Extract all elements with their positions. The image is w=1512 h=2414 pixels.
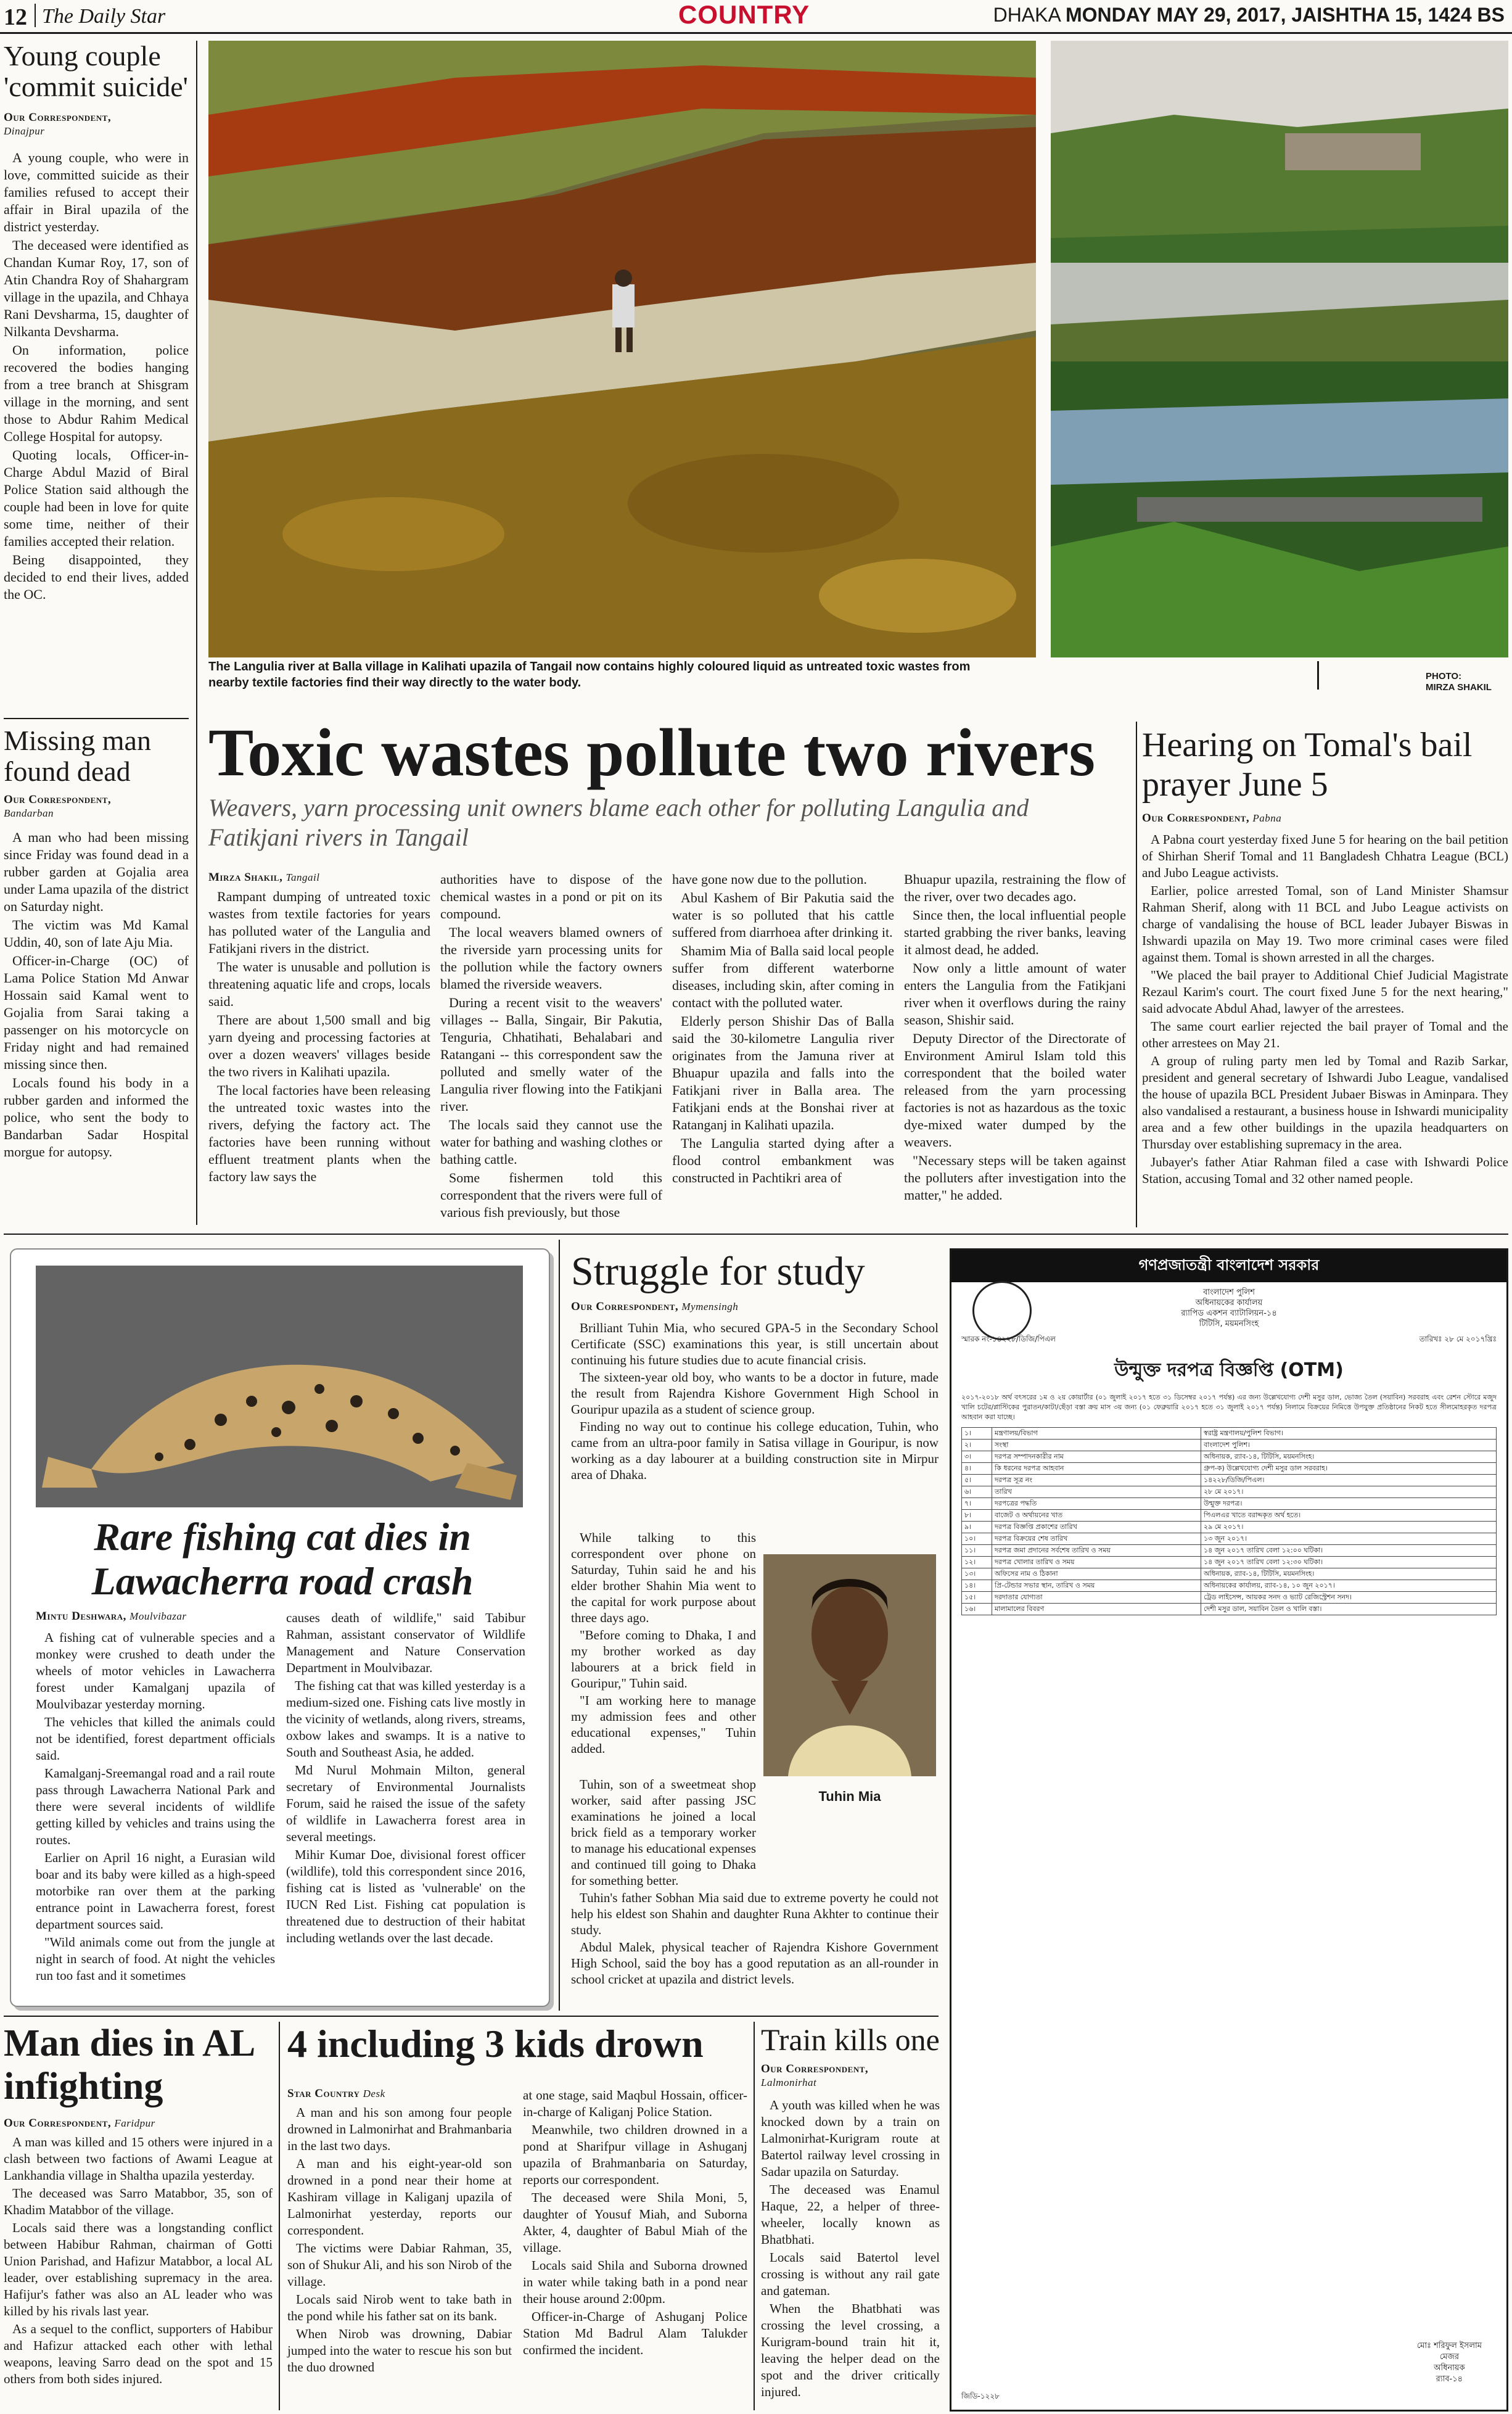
deck: Weavers, yarn processing unit owners blame each other for polluting Langulia and Fatikjani rivers in Tangail [208,794,1029,851]
paragraph: During a recent visit to the weavers' villages -- Balla, Singair, Bir Pakutia, Tenguria, Chhatihati, Behalabari and Ratangani -- this correspondent saw the polluted and smelly water of the Langulia river flowing into the Fatikjani river. [440,995,662,1114]
paragraph: Meanwhile, two children drowned in a pond at Sharifpur village in Ashuganj upazila of Brahmanbaria on Saturday, reports our correspondent. [523,2122,747,2187]
byline-location: Lalmonirhat [761,2077,817,2088]
notice-cell-num: ৮। [962,1510,992,1522]
paragraph: Earlier, police arrested Tomal, son of Land Minister Shamsur Rahman Sherif, along with 11 BCL and Jubo League activists on charge of vandalising the house of BCL leader Jubayer Biswas in Ishwardi upazila on May 19. Two more criminal cases were filed against them. Tomal is shown arrested in all the charges. [1142,883,1508,965]
notice-cell-value: ১৪২২৮/ডিজি/পিএল। [1201,1475,1497,1486]
paragraph: causes death of wildlife," said Tabibur Rahman, assistant conservator of Wildlife Management and Nature Conservation Department in Moulvibazar. [286,1610,525,1675]
byline: Our Correspondent, [4,111,112,124]
paragraph: The fishing cat that was killed yesterday is a medium-sized one. Fishing cats live mostly in the vicinity of wetlands, along rivers, streams, oxbow lakes and swamps. It is a native to South and Southeast Asia, he added. [286,1678,525,1760]
paragraph: The deceased was Enamul Haque, 22, a helper of three-wheeler, locally known as Bhatbhati. [761,2182,940,2247]
notice-office: বাংলাদেশ পুলিশ অধিনায়কের কার্যালয় র‍্যাপিড একশন ব্যাটালিয়ন-১৪ টিটিসি, ময়মনসিংহ [1181,1288,1277,1329]
article-body [4,149,189,603]
notice-cell-label: দরপত্র বিক্রয়ের শেষ তারিখ [992,1533,1201,1545]
notice-row [962,1604,1497,1615]
notice-cell-num: ১০। [962,1533,992,1545]
headline: Rare fishing cat dies in Lawacherra road crash [91,1515,474,1603]
notice-row [962,1545,1497,1557]
paragraph: There are about 1,500 small and big yarn dyeing and processing factories at over a dozen weavers' villages beside the two rivers in Kalihati upazila. [208,1012,430,1079]
notice-row [962,1486,1497,1498]
notice-cell-label: কি ধরনের দরপত্র আহবান [992,1463,1201,1475]
paragraph: at one stage, said Maqbul Hossain, officer-in-charge of Kaliganj Police Station. [523,2088,747,2119]
article-body [761,2097,940,2400]
paragraph: Locals found his body in a rubber garden and informed the police, who sent the body to Bandarban Sadar Hospital morgue for autopsy. [4,1075,189,1160]
notice-cell-value: ট্রেড লাইসেন্স, আয়কর সনদ ও ভ্যাট রেজিস্ট্রেশন সনদ। [1201,1592,1497,1604]
notice-cell-value: ১৩ জুন ২০১৭। [1201,1533,1497,1545]
fishing-cat-box [10,1248,550,2007]
notice-row [962,1498,1497,1510]
page-number: 12 [4,4,27,30]
paragraph: A man and his eight-year-old son drowned in a pond near their home at Kashiram village in Kaliganj upazila of Lalmonirhat yesterday, reports our correspondent. [287,2156,512,2238]
paragraph: Tuhin, son of a sweetmeat shop worker, said after passing JSC examinations he joined a local brick field as a temporary worker to manage his educational expenses and continued till going to Dhaka for something better. [571,1777,756,1888]
tuhin-photo-label: Tuhin Mia [818,1789,881,1804]
notice-cell-num: ৪। [962,1463,992,1475]
memo-number: স্মারক নং-১৪২২৮/ডিজি/পিএল [961,1335,1056,1343]
headline: Missing man found dead [4,725,151,787]
notice-cell-value: ২৯ মে ২০১৭। [1201,1522,1497,1533]
notice-row [962,1557,1497,1568]
paragraph: Officer-in-Charge of Ashuganj Police Station Md Badrul Alam Talukder confirmed the incident. [523,2309,747,2357]
article-struggle [571,1248,939,1314]
notice-cell-label: মন্ত্রণালয়/বিভাগ [992,1428,1201,1440]
article-body [208,888,430,1185]
byline: Our Correspondent, [4,793,112,806]
headline: Man dies in AL infighting [4,2022,253,2107]
paragraph: A Pabna court yesterday fixed June 5 for hearing on the bail petition of Shirhan Sherif Tomal and 11 Bangladesh Chhatra League (BCL) and Jubo League activists. [1142,832,1508,880]
article-young-couple [4,41,189,604]
notice-row [962,1522,1497,1533]
notice-cell-num: ৬। [962,1486,992,1498]
paragraph: Bhuapur upazila, restraining the flow of the river, over two decades ago. [904,871,1126,904]
notice-cell-value: অধিনায়ক, র‍্যাব-১৪, টিটিসি, ময়মনসিংহ। [1201,1568,1497,1580]
notice-row [962,1533,1497,1545]
paragraph: The locals said they cannot use the water for bathing and washing clothes or bathing cattle. [440,1117,662,1167]
dateline-date: MONDAY MAY 29, 2017, JAISHTHA 15, 1424 BS [1065,4,1505,26]
column-rule [754,2022,755,2410]
masthead [0,0,1512,34]
paragraph: A man was killed and 15 others were injured in a clash between two factions of Awami League at Lankhandia village in Shaltha upazila yesterday. [4,2135,273,2183]
byline: Mirza Shakil, Tangail [208,871,320,884]
photo-credit-name: MIRZA SHAKIL [1426,682,1492,693]
column-rule [559,1240,560,2011]
notice-ref [951,1329,1506,1351]
paragraph: The vehicles that killed the animals could not be identified, forest department officials said. [36,1715,275,1763]
paragraph: The deceased was Sarro Matabbor, 35, son of Khadim Matabbor of the village. [4,2186,273,2217]
paragraph: Md Nurul Mohmain Milton, general secretary of Environmental Journalists Forum, said he raised the issue of the safety of wildlife in Lawacherra forest area in several meetings. [286,1763,525,1844]
section-rule [4,718,189,719]
drown-col-2 [523,2087,747,2360]
notice-cell-num: ৯। [962,1522,992,1533]
notice-header: গণপ্রজাতন্ত্রী বাংলাদেশ সরকার [951,1250,1506,1282]
headline: Struggle for study [571,1249,865,1294]
notice-cell-num: ১২। [962,1557,992,1568]
paragraph: "Wild animals come out from the jungle at night in search of food. At night the vehicles run too fast and it sometimes [36,1935,275,1983]
byline-location: Dinajpur [4,125,45,137]
notice-cell-label: দরপত্র বিজ্ঞপ্তি প্রকাশের তারিখ [992,1522,1201,1533]
notice-cell-label: মালামালের বিবরণ [992,1604,1201,1615]
paragraph: Jubayer's father Atiar Rahman filed a case with Ishwardi Police Station, accusing Tomal and 32 other named people. [1142,1155,1508,1186]
paragraph: The local weavers blamed owners of the riverside yarn processing units for the pollution while the factory owners blamed the riverside weavers. [440,925,662,992]
toxic-col-3 [672,871,894,1188]
struggle-body-bottom [571,1776,939,1988]
paragraph: Being disappointed, they decided to end their lives, added the OC. [4,552,189,602]
paragraph: The deceased were Shila Moni, 5, daughter of Yousuf Miah, and Suborna Akter, 4, daughter of Babul Miah of the village. [523,2190,747,2255]
notice-cell-label: বাজেট ও অর্থায়নের খাত [992,1510,1201,1522]
byline: Our Correspondent, Mymensingh [571,1300,739,1313]
notice-table [961,1427,1497,1615]
paragraph: Locals said Nirob went to take bath in the pond while his father sat on its bank. [287,2292,512,2323]
paragraph: Abdul Malek, physical teacher of Rajendra Kishore Government High School, said the boy has a good reputation as an all-rounder in school cricket at upazila and district levels. [571,1940,939,1987]
notice-cell-num: ৫। [962,1475,992,1486]
notice-cell-value: বাংলাদেশ পুলিশ। [1201,1440,1497,1451]
paragraph: A man who had been missing since Friday was found dead in a rubber garden at Gojalia area under Lama upazila of the district on Saturday night. [4,830,189,914]
notice-cell-num: ২। [962,1440,992,1451]
column-rule [1136,722,1137,1227]
paragraph: The same court earlier rejected the bail prayer of Tomal and the other arrestees on May 21. [1142,1019,1508,1050]
paragraph: Finding no way out to continue his college education, Tuhin, who came from an ultra-poor family in Satisa village in Gouripur, is now working as a day labourer at a building construction site in Mirpur area of Dhaka. [571,1419,939,1482]
paragraph: When the Bhatbhati was crossing the level crossing, a Kurigram-bound train hit it, leaving the helper dead on the spot and the driver critically injured. [761,2301,940,2399]
paragraph: The victims were Dabiar Rahman, 35, son of Shukur Ali, and his son Nirob of the village. [287,2241,512,2289]
photo-credit-label: PHOTO: [1426,671,1462,682]
photo-credit [1426,671,1512,693]
notice-cell-label: দরপত্রের পদ্ধতি [992,1498,1201,1510]
paragraph: On information, police recovered the bodies hanging from a tree branch at Shisgram village in the morning, and sent those to Abdur Rahim Medical College Hospital for autopsy. [4,342,189,444]
headline: Toxic wastes pollute two rivers [208,715,1096,790]
notice-cell-label: দরপত্র জমা প্রদানের সর্বশেষ তারিখ ও সময় [992,1545,1201,1557]
fishing-cat-col-1 [36,1629,275,1985]
notice-cell-label: তারিখ [992,1486,1201,1498]
paragraph: Quoting locals, Officer-in-Charge Abdul Mazid of Biral Police Station said although the couple had been in love for quite some time, neither of their families accepted their relation. [4,447,189,549]
credit-rule [1317,661,1319,690]
notice-cell-label: দরপত্র সম্পাদনকারীর নাম [992,1451,1201,1463]
section-rule [4,1234,1508,1235]
toxic-col-1 [208,871,430,1187]
notice-cell-num: ১৬। [962,1604,992,1615]
notice-cell-label: সংস্থা [992,1440,1201,1451]
river-photo [208,41,1036,657]
article-drown [287,2022,756,2066]
notice-cell-label: অফিসের নাম ও ঠিকানা [992,1568,1201,1580]
notice-date: তারিখঃ ২৮ মে ২০১৭খ্রিঃ [1419,1335,1497,1343]
masthead-divider [35,4,36,27]
notice-row [962,1580,1497,1592]
drown-col-1 [287,2087,512,2377]
paragraph: The water is unusable and pollution is threatening aquatic life and crops, locals said. [208,959,430,1009]
paragraph: Brilliant Tuhin Mia, who secured GPA-5 in the Secondary School Certificate (SSC) examinations this year, is still uncertain about continuing his future studies due to acute financial crisis. [571,1320,939,1367]
byline: Star Country Desk [287,2087,385,2100]
notice-row [962,1510,1497,1522]
notice-intro: ২০১৭-২০১৮ অর্থ বৎসরের ১ম ও ২য় কোয়ার্টার (০১ জুলাই ২০১৭ হতে ৩১ ডিসেম্বর ২০১৭ পর্যন্ত) এর জন্য উল্লেখযোগ্য দেশী মসুর ডাল, ভোজ্য তৈল (সয়াবিন) সরবরাহ এবং রেশন স্টোরে মজুদ খালি চটের/প্লাস্টিকের পুরাতন/কাটা/ছেঁড়া বস্তা ক্রয় মাস ৩য় জন্য (০১ ফেব্রুয়ারি ২০১৭ হতে ৩১ জুলাই ২০১৭ পর্যন্ত) নিলামে বিক্রয়ের নিমিত্তে উপযুক্ত প্রতিষ্ঠানের নিকট হতে সীলমোহরকৃত দরপত্র আহবান করা যাচ্ছে। [961,1393,1497,1421]
notice-cell-num: ১১। [962,1545,992,1557]
headline: Young couple 'commit suicide' [4,40,188,102]
struggle-body-left [571,1530,756,1758]
byline: Our Correspondent, [761,2062,869,2075]
paper-name: The Daily Star [42,5,166,28]
paragraph: Kamalganj-Sreemangal road and a rail route pass through Lawacherra National Park and there were several incidents of wildlife getting killed by vehicles and trains using the routes. [36,1766,275,1847]
notice-cell-value: অধিনায়ক, র‍্যাব-১৪, টিটিসি, ময়মনসিংহ। [1201,1451,1497,1463]
paragraph: The Langulia started dying after a flood control embankment was constructed in Pachtikri area of [672,1135,894,1185]
paragraph: Officer-in-Charge (OC) of Lama Police Station Md Anwar Hossain said Kamal went to Gojalia from Sarai taking a passenger on his motorcycle on Friday night and had remained missing since then. [4,953,189,1072]
fishing-cat-photo-image [36,1266,523,1507]
fishing-cat-col-2 [286,1610,525,1948]
dateline-city: DHAKA [993,4,1061,26]
article-toxic [208,715,1127,852]
notice-cell-label: দরপত্র সূত্র নং [992,1475,1201,1486]
notice-row [962,1428,1497,1440]
paragraph: The local factories have been releasing the untreated toxic wastes into the rivers, defying the factory act. The factories have been running without effluent treatment plants when the factory law says the [208,1082,430,1184]
notice-cell-value: গ্রুপ-ক) উল্লেখযোগ্য দেশী মসুর ডাল সরবরাহ। [1201,1463,1497,1475]
tender-notice [950,1248,1508,2412]
notice-table-wrap [951,1427,1506,1615]
paragraph: The sixteen-year old boy, who wants to be a doctor in future, made the result from Rajendra Kishore Government High School in Gouripur upazila as a student of science group. [571,1370,939,1417]
paragraph: When Nirob was drowning, Dabiar jumped into the water to rescue his son but the duo drowned [287,2326,512,2375]
notice-cell-num: ৩। [962,1451,992,1463]
article-missing-man [4,725,189,1162]
notice-cell-num: ১৩। [962,1568,992,1580]
tuhin-photo-image [763,1554,936,1776]
paragraph: "We placed the bail prayer to Additional Chief Judicial Magistrate Rezaul Karim's court. The court fixed June 5 for the next hearing," said advocate Abdul Ahad, lawyer of the arrestees. [1142,968,1508,1016]
notice-row [962,1475,1497,1486]
paragraph: Locals said Batertol level crossing is without any rail gate and gateman. [761,2250,940,2298]
notice-cell-value: দেশী মসুর ডাল, সয়াবিন তৈল ও খালি বস্তা। [1201,1604,1497,1615]
river-photo-image [208,41,1036,657]
paragraph: Locals said there was a longstanding conflict between Habibur Rahman, chairman of Gotti Union Parishad, and Hafizur Matabbor, a local AL leader, over establishing supremacy in the area. Hafijur's father was also an AL leader who was killed by his rivals last year. [4,2220,273,2318]
dfp-number: জিডি-১২২৮ [961,2392,1000,2400]
paragraph: Locals said Shila and Suborna drowned in water while taking bath in a pond near their house around 2:00pm. [523,2258,747,2306]
paragraph: The deceased were identified as Chandan Kumar Roy, 17, son of Atin Chandra Roy of Shahargram village in the upazila, and Chhaya Rani Devsharma, 15, daughter of Nilkanta Devsharma. [4,237,189,339]
river-side-photo-image [1051,41,1508,657]
paragraph: "Necessary steps will be taken against the polluters after investigation into the matter," he added. [904,1153,1126,1203]
paragraph: A fishing cat of vulnerable species and a monkey were crushed to death under the wheels of motor vehicles in Lawacherra forest under Kamalganj upazila of Moulvibazar yesterday morning. [36,1630,275,1712]
paragraph: Now only a little amount of water enters the Langulia from the Fatikjani river when it overflows during the rainy season, Shishir said. [904,960,1126,1028]
paragraph: Mihir Kumar Doe, divisional forest officer (wildlife), told this correspondent since 2016, fishing cat is listed as 'vulnerable' on the IUCN Red List. Fishing cat population is threatened due to destruction of their habitat including wetlands over the last decade. [286,1847,525,1945]
notice-cell-value: ২৮ মে ২০১৭। [1201,1486,1497,1498]
photo-caption: The Langulia river at Balla village in Kalihati upazila of Tangail now contains highly coloured liquid as untreated toxic wastes from nearby textile factories find their way directly to the water body. [208,660,971,690]
tuhin-photo [763,1554,936,1776]
article-man-dies [4,2022,273,2389]
notice-cell-value: স্বরাষ্ট্র মন্ত্রণালয়/পুলিশ বিভাগ। [1201,1428,1497,1440]
river-side-photo [1051,41,1508,657]
paragraph: A young couple, who were in love, committed suicide as their families refused to accept their affair in Biral upazila of the district yesterday. [4,150,189,234]
notice-cell-num: ৭। [962,1498,992,1510]
paragraph: "Before coming to Dhaka, I and my brother worked as day labourers at a brick field in Gouripur," Tuhin said. [571,1628,756,1691]
byline: Our Correspondent, Faridpur [4,2117,155,2130]
notice-cell-num: ১৪। [962,1580,992,1592]
section-rule [4,2016,939,2017]
headline: Hearing on Tomal's bail prayer June 5 [1142,726,1473,804]
notice-cell-value: অধিনায়কের কার্যালয়, র‍্যাব-১৪, ১০ জুন ২০১৭। [1201,1580,1497,1592]
paragraph: authorities have to dispose of the chemical wastes in a pond or pit on its compound. [440,871,662,921]
paragraph: Deputy Director of the Directorate of Environment Amirul Islam told this correspondent that the boiled water released from the yarn processing factories is not as hazardous as the toxic dye-mixed water dumped by the weavers. [904,1031,1126,1150]
paragraph: Shamim Mia of Balla said local people suffer from different waterborne diseases, including skin, after coming in contact with the polluted water. [672,943,894,1010]
struggle-body-top [571,1320,939,1484]
notice-cell-value: ১৪ জুন ২০১৭ তারিখ বেলা ১২:৩০ ঘটিকা। [1201,1557,1497,1568]
column-rule [279,2022,280,2410]
notice-row [962,1568,1497,1580]
notice-signature: মোঃ শরিফুল ইসলাম মেজর অধিনায়ক র‍্যাব-১৪ [1416,2341,1482,2384]
byline: Our Correspondent, Pabna [1142,812,1282,825]
section-title: COUNTRY [678,0,810,29]
notice-cell-value: ১৪ জুন ২০১৭ তারিখ বেলা ১২:০০ ঘটিকা। [1201,1545,1497,1557]
notice-row [962,1463,1497,1475]
headline: Train kills one [761,2022,940,2057]
paragraph: The victim was Md Kamal Uddin, 40, son of late Aju Mia. [4,917,189,950]
headline: 4 including 3 kids drown [287,2022,704,2066]
paragraph: A man and his son among four people drowned in Lalmonirhat and Brahmanbaria in the last two days. [287,2105,512,2153]
notice-row [962,1451,1497,1463]
paragraph: Abul Kashem of Bir Pakutia said the water is so polluted that his cattle suffered from diarrhoea after drinking it. [672,890,894,940]
notice-title: উন্মুক্ত দরপত্র বিজ্ঞপ্তি (OTM) [1114,1359,1344,1381]
byline-location: Bandarban [4,807,54,819]
toxic-col-2 [440,871,662,1222]
article-body [4,2134,273,2387]
paragraph: Tuhin's father Sobhan Mia said due to extreme poverty he could not help his eldest son Shahin and daughter Runa Akhter to continue their study. [571,1890,939,1937]
paragraph: A youth was killed when he was knocked down by a train on Lalmonirhat-Kurigram route at Batertol railway level crossing in Sadar upazila on Saturday. [761,2098,940,2179]
paragraph: "I am working here to manage my admission fees and other educational expenses," Tuhin added. [571,1693,756,1756]
fishing-cat-photo [36,1266,523,1507]
article-train [761,2022,940,2402]
article-body [4,829,189,1161]
notice-cell-num: ১৫। [962,1592,992,1604]
paragraph: Elderly person Shishir Das of Balla said the 30-kilometre Langulia river originates from the Jamuna river at Bhuapur upazila and falls into the Fatikjani river in Balla area. The Fatikjani ends at the Bonshai river at Ratanganj in Kalihati upazila. [672,1013,894,1132]
notice-row [962,1592,1497,1604]
notice-row [962,1440,1497,1451]
notice-cell-label: প্রি-টেন্ডার সভার স্থান, তারিখ ও সময় [992,1580,1201,1592]
article-body [287,2104,512,2376]
notice-cell-label: দরদাতার যোগ্যতা [992,1592,1201,1604]
dateline [993,4,1505,27]
notice-cell-value: পিএলএর খাতে বরাদ্দকৃত অর্থ হতে। [1201,1510,1497,1522]
byline: Mintu Deshwara, Moulvibazar [36,1610,187,1623]
paragraph: While talking to this correspondent over phone on Saturday, Tuhin said he and his elder brother Shahin Mia went to the capital for work purpose about three days ago. [571,1530,756,1625]
toxic-col-4 [904,871,1126,1205]
article-tomal [1142,725,1508,1188]
notice-cell-value: উন্মুক্ত দরপত্র। [1201,1498,1497,1510]
article-body [1142,831,1508,1187]
paragraph: Since then, the local influential people started grabbing the river banks, leaving it almost dead, he added. [904,907,1126,957]
column-rule [196,41,197,1225]
paragraph: have gone now due to the pollution. [672,871,867,887]
paragraph: Earlier on April 16 night, a Eurasian wild boar and its baby were killed as a high-speed motorbike ran over them at the parking entrance point in Lawacherra forest, forest department sources said. [36,1850,275,1932]
paragraph: Some fishermen told this correspondent that the rivers were full of various fish previously, but those [440,1170,662,1220]
paragraph: Rampant dumping of untreated toxic wastes from textile factories for years has polluted water of the Langulia and Fatikjani rivers in the district. [208,889,430,956]
notice-cell-num: ১। [962,1428,992,1440]
paragraph: As a sequel to the conflict, supporters of Habibur and Hafizur attacked each other with lethal weapons, leaving Sarro dead on the spot and 15 others from both sides injured. [4,2321,273,2386]
emblem-icon [972,1281,1032,1340]
paragraph: A group of ruling party men led by Tomal and Razib Sarkar, president and general secretary of Ishwardi Jubo League, vandalised the house of upazila BCL President Jubaer Biswas in Aminpara. They also vandalised a restaurant, a business house in Ishwardi municipality area and a few other buildings in the upazila headquarters on Thursday over establishing supremacy in the area. [1142,1053,1508,1151]
notice-cell-label: দরপত্র খোলার তারিখ ও সময় [992,1557,1201,1568]
